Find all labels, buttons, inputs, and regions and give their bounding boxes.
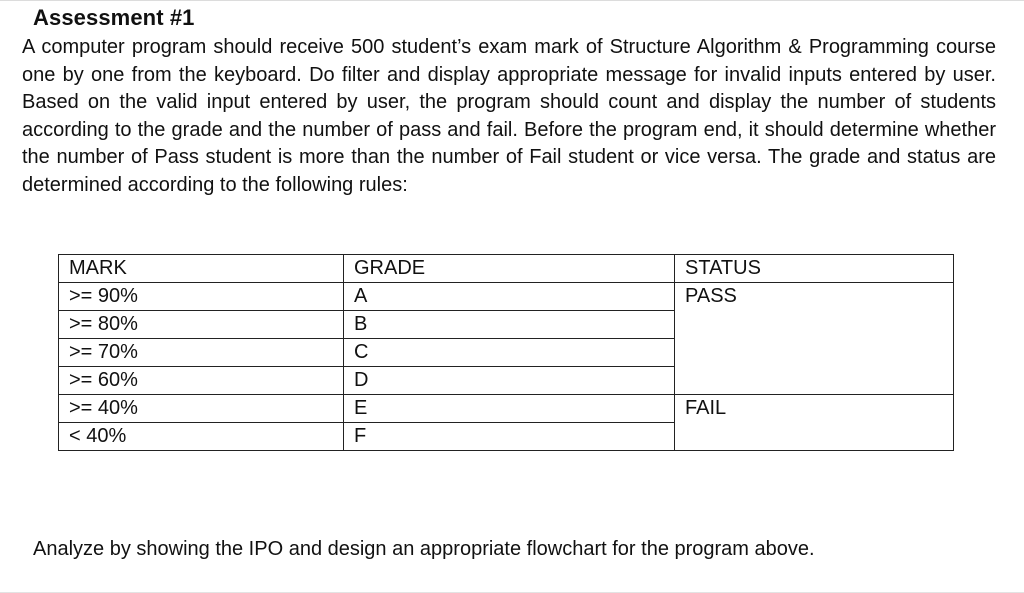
problem-description: A computer program should receive 500 student’s exam mark of Structure Algorithm & Programming course one by one from the keyboard. Do filter and display appropriate message for invalid inputs entered by user. Based on the valid input entered by user, the program should count and display the number of students according to the grade and the number of pass and fail. Before the program end, it should determine whether the number of Pass student is more than the number of Fail student or vice versa. The grade and status are determined according to the following rules: <box>22 36 996 196</box>
mark-cell: >= 40% <box>59 395 344 423</box>
grade-cell: A <box>344 283 675 311</box>
assessment-title: Assessment #1 <box>33 5 195 30</box>
header-status: STATUS <box>675 255 954 283</box>
status-fail-cell: FAIL <box>675 395 954 451</box>
grade-cell: B <box>344 311 675 339</box>
table-header-row <box>59 255 954 283</box>
grading-rules-table <box>58 254 954 451</box>
table-row <box>59 395 954 423</box>
mark-cell: < 40% <box>59 423 344 451</box>
task-instruction: Analyze by showing the IPO and design an appropriate flowchart for the program above. <box>33 538 815 560</box>
grade-cell: F <box>344 423 675 451</box>
table-row <box>59 283 954 311</box>
mark-cell: >= 80% <box>59 311 344 339</box>
mark-cell: >= 60% <box>59 367 344 395</box>
header-mark: MARK <box>59 255 344 283</box>
grade-cell: E <box>344 395 675 423</box>
status-pass-cell: PASS <box>675 283 954 395</box>
mark-cell: >= 70% <box>59 339 344 367</box>
header-grade: GRADE <box>344 255 675 283</box>
grade-cell: D <box>344 367 675 395</box>
grade-cell: C <box>344 339 675 367</box>
mark-cell: >= 90% <box>59 283 344 311</box>
